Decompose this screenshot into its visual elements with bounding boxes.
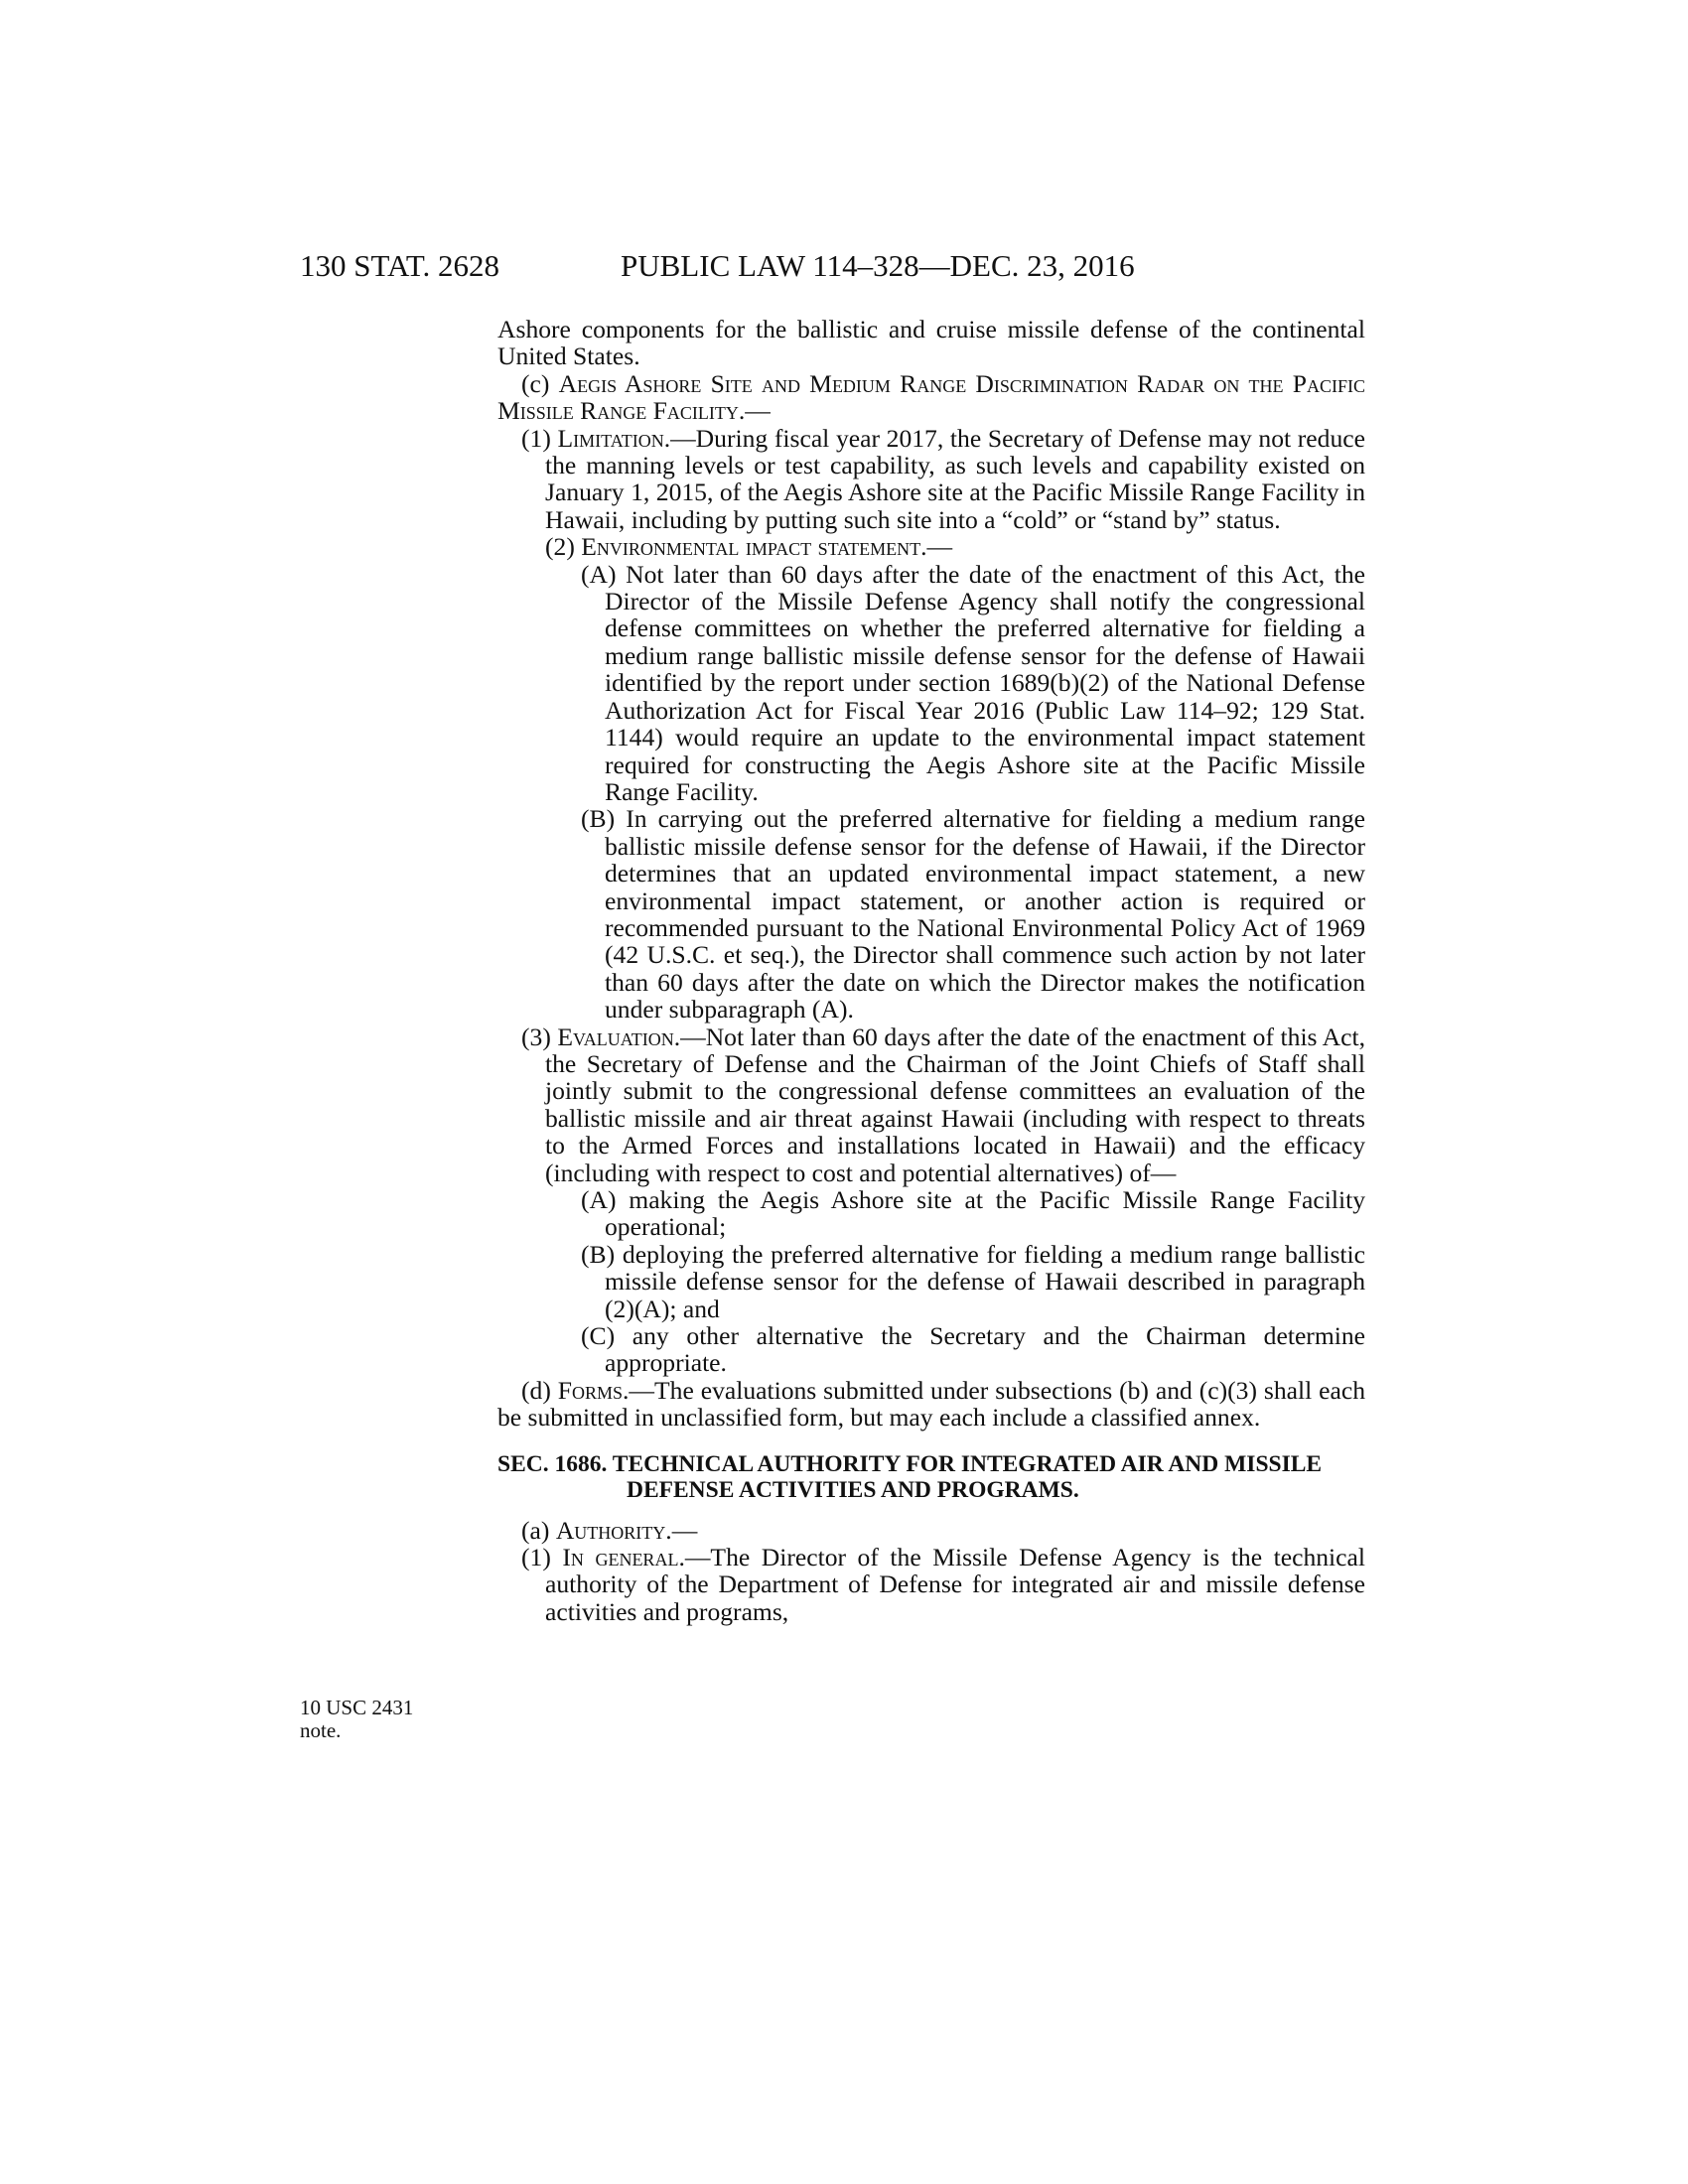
subsection-d [497,1377,1365,1432]
subsection-a-heading [497,1517,1365,1544]
paragraph-text: .—During fiscal year 2017, the Secretary of Defense may not reduce the manning levels or test capability, as such levels and capability existed on January 1, 2015, of the Aegis Ashore site at the Pacific Missile Range Facility in Hawaii, including by putting such site into a “cold” or “stand by” status. [545,423,1365,534]
subparagraph-c2b: (B) In carrying out the preferred alternative for fielding a medium range ballistic missile defense sensor for the defense of Hawaii, if the Director determines that an updated environmental impact statement, a new environmental impact statement, or another action is required or recommended pursuant to the National Environmental Policy Act of 1969 (42 U.S.C. et seq.), the Director shall commence such action by not later than 60 days after the date on which the Director makes the notification under subparagraph (A). [581,804,1365,1024]
subsection-text: .—The evaluations submitted under subsections (b) and (c)(3) shall each be submitted in unclassified form, but may each include a classified annex. [497,1375,1365,1433]
paragraph-title: In general [562,1543,679,1572]
paragraph-title: Limitation [557,423,664,453]
continued-paragraph: Ashore components for the ballistic and cruise missile defense of the continental United States. [497,315,1365,371]
public-law-citation: PUBLIC LAW 114–328—DEC. 23, 2016 [621,248,1135,283]
subsection-dash: .— [665,1515,698,1545]
subsection-title: Aegis Ashore Site and Medium Range Discrimination Radar on the Pacific Missile Range Facility.— [497,368,1365,426]
stat-citation: 130 STAT. 2628 [300,248,500,283]
paragraph-a1 [497,1544,1365,1625]
subparagraph-c2a: (A) Not later than 60 days after the date of the enactment of this Act, the Director of the Missile Defense Agency shall notify the congressional defense committees on whether the preferred alternative for fielding a medium range ballistic missile defense sensor for the defense of Hawaii identified by the report under section 1689(b)(2) of the National Defense Authorization Act for Fiscal Year 2016 (Public Law 114–92; 129 Stat. 1144) would require an update to the environmental impact statement required for constructing the Aegis Ashore site at the Pacific Missile Range Facility. [581,559,1365,806]
paragraph-c1 [497,425,1365,534]
section-heading: SEC. 1686. TECHNICAL AUTHORITY FOR INTEGRATED AIR AND MISSILE DEFENSE ACTIVITIES AND PROGRAMS. [497,1450,1323,1503]
paragraph-c2-heading [497,533,1365,560]
paragraph-label: (1) [521,1543,563,1572]
paragraph-title: Environmental impact statement [581,532,921,562]
subsection-c-heading [497,370,1365,425]
page-header [300,248,1372,288]
subparagraph-c3a: (A) making the Aegis Ashore site at the Pacific Missile Range Facility operational; [581,1185,1365,1242]
subsection-label: (a) [521,1515,556,1545]
subparagraph-c3c: (C) any other alternative the Secretary and the Chairman determine appropriate. [581,1321,1365,1378]
margin-note [300,1697,459,1742]
margin-note-label: note. [300,1718,342,1742]
paragraph-dash: .— [920,532,953,562]
subsection-label: (c) [521,368,559,398]
paragraph-text: .—The Director of the Missile Defense Agency is the technical authority of the Department of Defense for integrated air and missile defense activities and programs, [545,1543,1365,1626]
paragraph-label: (2) [545,532,582,562]
paragraph-text: .—Not later than 60 days after the date of the enactment of this Act, the Secretary of Defense and the Chairman of the Joint Chiefs of Staff shall jointly submit to the congressional defense committees an evaluation of the ballistic missile and air threat against Hawaii (including with respect to threats to the Armed Forces and installations located in Hawaii) and the efficacy (including with respect to cost and potential alternatives) of— [545,1022,1366,1187]
paragraph-label: (3) [521,1022,558,1051]
subsection-title: Forms [557,1375,624,1405]
paragraph-label: (1) [521,423,558,453]
statute-text [497,316,1365,1625]
paragraph-c3 [497,1024,1365,1186]
subsection-label: (d) [521,1375,558,1405]
subparagraph-c3b: (B) deploying the preferred alternative for fielding a medium range ballistic missile defense sensor for the defense of Hawaii described in paragraph (2)(A); and [581,1239,1365,1323]
margin-note-citation: 10 USC 2431 [300,1696,414,1719]
subsection-title: Authority [555,1515,666,1545]
paragraph-title: Evaluation [557,1022,674,1051]
